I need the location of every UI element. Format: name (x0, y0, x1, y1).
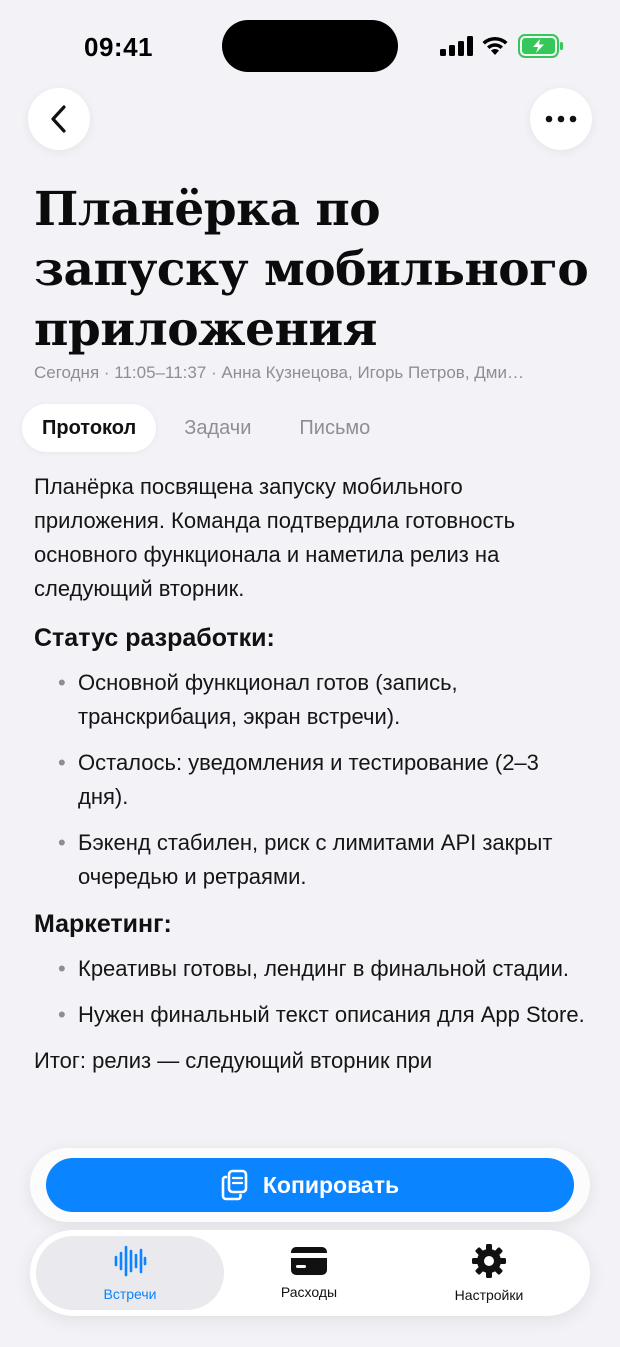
list-item: • Нужен финальный текст описания для App Store. (58, 998, 594, 1032)
copy-button-label: Копировать (262, 1171, 400, 1198)
more-dots-icon (545, 115, 577, 123)
copy-icon (221, 1169, 249, 1201)
copy-bar (30, 1148, 590, 1222)
list-item: • Осталось: уведомления и тестирование (2–3 дня). (58, 746, 594, 814)
list-item: • Креативы готовы, лендинг в финальной стадии. (58, 952, 594, 986)
dynamic-island (222, 20, 398, 72)
section-title-development: Статус разработки: (34, 624, 275, 652)
development-list (34, 666, 594, 894)
tabbar-item-meetings[interactable] (36, 1236, 224, 1310)
meeting-meta: Сегодня · 11:05–11:37 · Анна Кузнецова, Игорь Петров, Дми… (34, 363, 524, 382)
tab-tasks[interactable]: Задачи (184, 417, 252, 439)
list-item: • Основной функционал готов (запись, транскрибация, экран встречи). (58, 666, 594, 734)
wifi-icon (480, 34, 510, 56)
waveform-icon (113, 1244, 147, 1278)
tab-protocol[interactable]: Протокол (22, 404, 156, 452)
summary-text: Планёрка посвящена запуску мобильного приложения. Команда подтвердила готовность основного функционала и наметила релиз на следующий вторник. (34, 474, 516, 601)
more-button[interactable] (530, 88, 592, 150)
tabbar-label-expenses: Расходы (280, 1284, 338, 1300)
card-icon (290, 1246, 328, 1276)
tabbar-label-settings: Настройки (454, 1287, 524, 1303)
page-title: Планёрка по запуску мобильного приложения (34, 182, 589, 357)
marketing-list (34, 952, 594, 1032)
battery-charging-icon (518, 34, 564, 58)
tabbar-item-settings[interactable] (396, 1236, 582, 1310)
protocol-content (34, 470, 594, 1078)
status-bar (0, 0, 620, 90)
tab-letter[interactable]: Письмо (299, 417, 371, 439)
status-time: 09:41 (84, 32, 153, 62)
bottom-tab-bar (30, 1230, 590, 1316)
list-item: • Бэкенд стабилен, риск с лимитами API закрыт очередью и ретраями. (58, 826, 594, 894)
tabbar-item-expenses[interactable] (216, 1236, 402, 1310)
back-button[interactable] (28, 88, 90, 150)
chevron-left-icon (48, 104, 70, 134)
gear-icon (471, 1243, 507, 1279)
tabbar-label-meetings: Встречи (103, 1286, 157, 1302)
cellular-signal-icon (440, 36, 474, 56)
copy-button[interactable] (46, 1158, 574, 1212)
segment-tabs (22, 404, 398, 452)
section-title-marketing: Маркетинг: (34, 910, 172, 938)
final-summary-text: Итог: релиз — следующий вторник при (34, 1048, 433, 1073)
